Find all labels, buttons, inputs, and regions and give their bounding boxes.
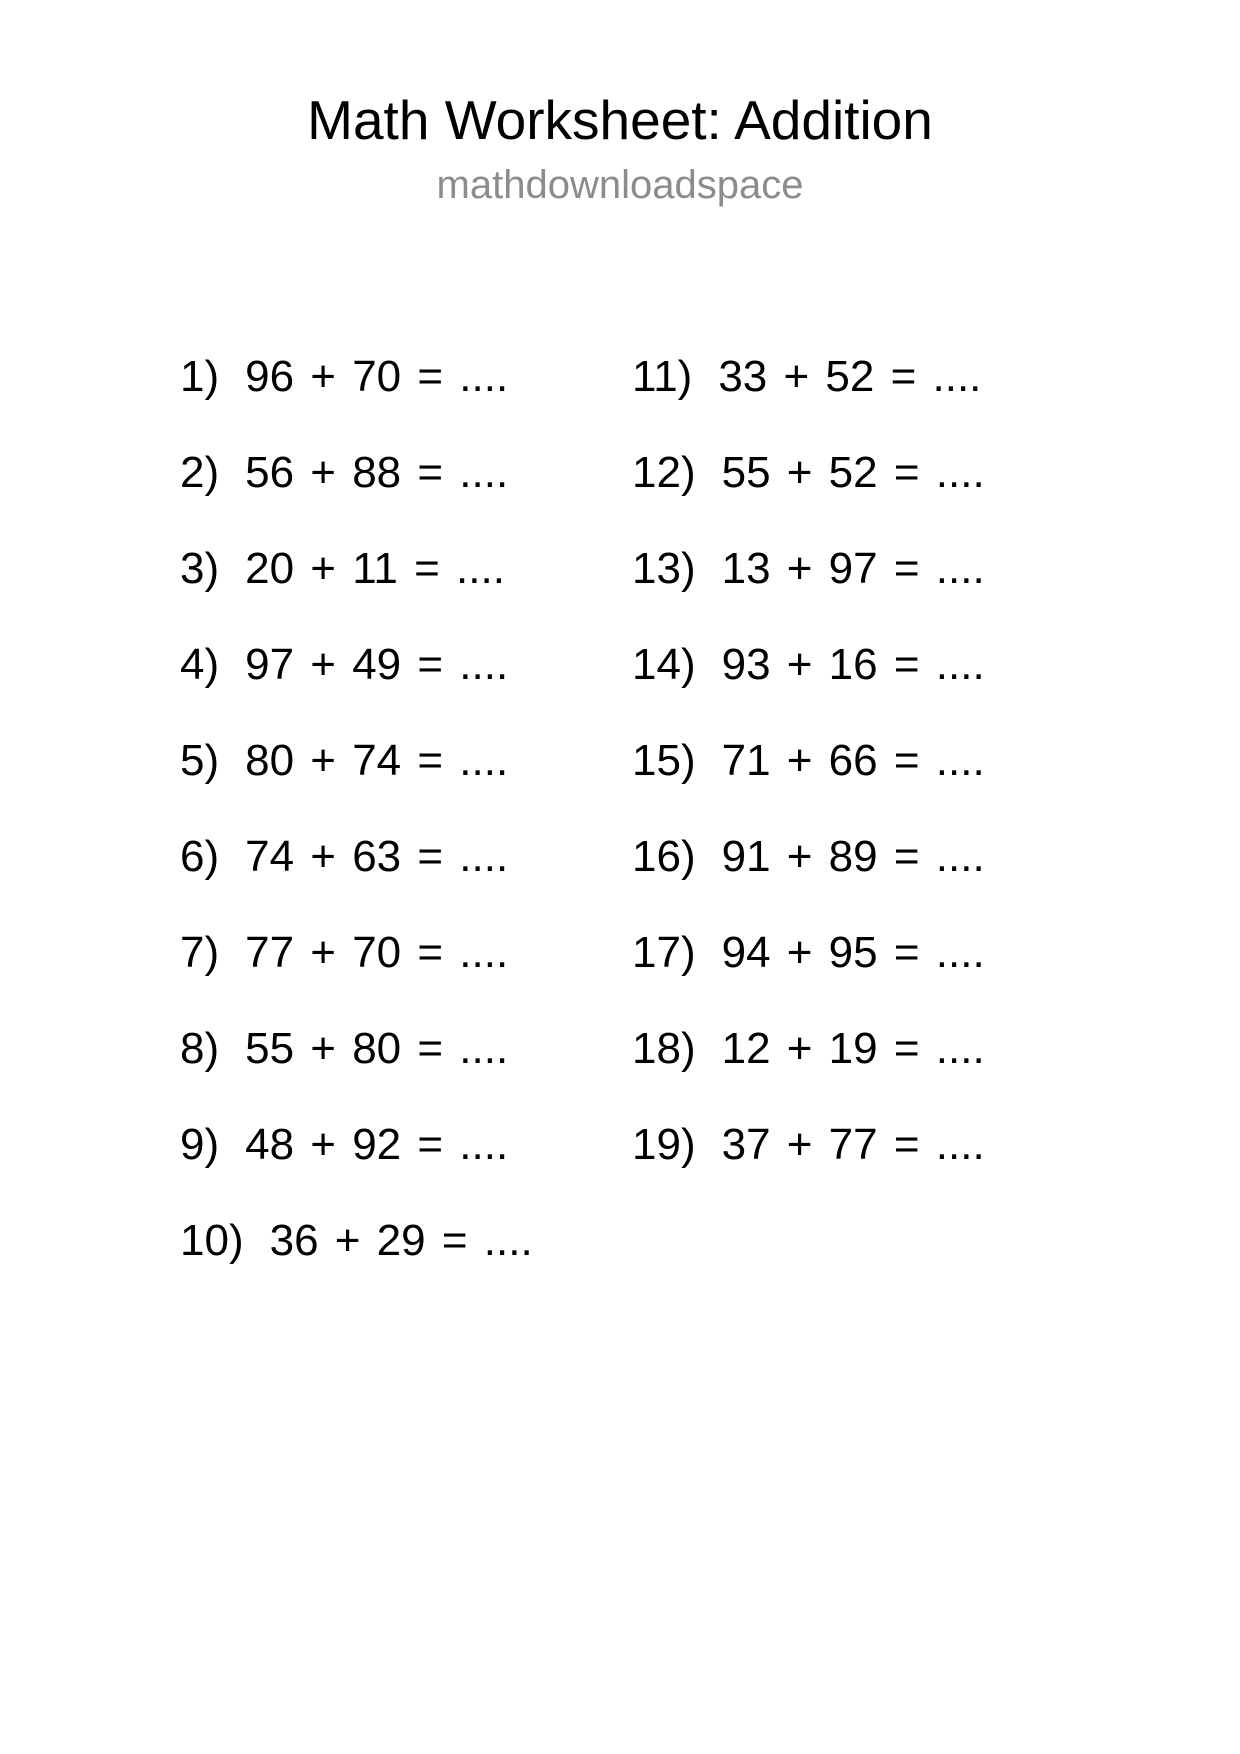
problem-row [632, 713, 985, 809]
problem-number: 1) [180, 352, 220, 401]
problem-expression: 55 + 52 = .... [721, 448, 985, 497]
problem-row [632, 425, 985, 521]
problem-number: 5) [180, 736, 220, 785]
problem-row [632, 329, 985, 425]
problem-expression: 97 + 49 = .... [245, 640, 509, 689]
problem-expression: 94 + 95 = .... [721, 928, 985, 977]
problem-expression: 55 + 80 = .... [245, 1024, 509, 1073]
problem-expression: 36 + 29 = .... [269, 1216, 533, 1265]
problem-row [180, 905, 632, 1001]
problem-number: 9) [180, 1120, 220, 1169]
problem-expression: 74 + 63 = .... [245, 832, 509, 881]
problem-expression: 80 + 74 = .... [245, 736, 509, 785]
problem-number: 10) [180, 1216, 244, 1265]
problems-section [180, 329, 985, 1289]
problem-row [180, 329, 632, 425]
problem-row [180, 617, 632, 713]
problem-expression: 33 + 52 = .... [718, 352, 982, 401]
problem-row [632, 617, 985, 713]
problem-expression: 37 + 77 = .... [721, 1120, 985, 1169]
problem-number: 16) [632, 832, 696, 881]
problem-row [180, 713, 632, 809]
problem-row [632, 1001, 985, 1097]
problem-expression: 77 + 70 = .... [245, 928, 509, 977]
problem-row [180, 1097, 632, 1193]
problem-expression: 12 + 19 = .... [721, 1024, 985, 1073]
problem-expression: 96 + 70 = .... [245, 352, 509, 401]
problem-expression: 71 + 66 = .... [721, 736, 985, 785]
problem-number: 2) [180, 448, 220, 497]
problem-row [180, 425, 632, 521]
problem-expression: 13 + 97 = .... [721, 544, 985, 593]
problem-expression: 93 + 16 = .... [721, 640, 985, 689]
problem-row [180, 1001, 632, 1097]
problem-row [632, 809, 985, 905]
problem-expression: 48 + 92 = .... [245, 1120, 509, 1169]
problem-expression: 20 + 11 = .... [245, 544, 505, 593]
problem-number: 11) [632, 352, 693, 401]
problem-number: 19) [632, 1120, 696, 1169]
problem-number: 3) [180, 544, 220, 593]
page-subtitle: mathdownloadspace [436, 163, 804, 207]
problem-row [632, 521, 985, 617]
problem-number: 13) [632, 544, 696, 593]
problem-number: 7) [180, 928, 220, 977]
problem-number: 15) [632, 736, 696, 785]
problems-column-right [632, 329, 985, 1289]
problem-number: 14) [632, 640, 696, 689]
problem-number: 6) [180, 832, 220, 881]
page-title: Math Worksheet: Addition [307, 89, 933, 151]
problem-number: 4) [180, 640, 220, 689]
problem-row [632, 1097, 985, 1193]
problems-column-left [180, 329, 632, 1289]
problem-number: 12) [632, 448, 696, 497]
problem-row [180, 1193, 632, 1289]
problem-expression: 56 + 88 = .... [245, 448, 509, 497]
problem-expression: 91 + 89 = .... [721, 832, 985, 881]
problem-row [632, 905, 985, 1001]
problem-number: 17) [632, 928, 696, 977]
problem-number: 8) [180, 1024, 220, 1073]
problem-row [180, 521, 632, 617]
problem-number: 18) [632, 1024, 696, 1073]
problem-row [180, 809, 632, 905]
